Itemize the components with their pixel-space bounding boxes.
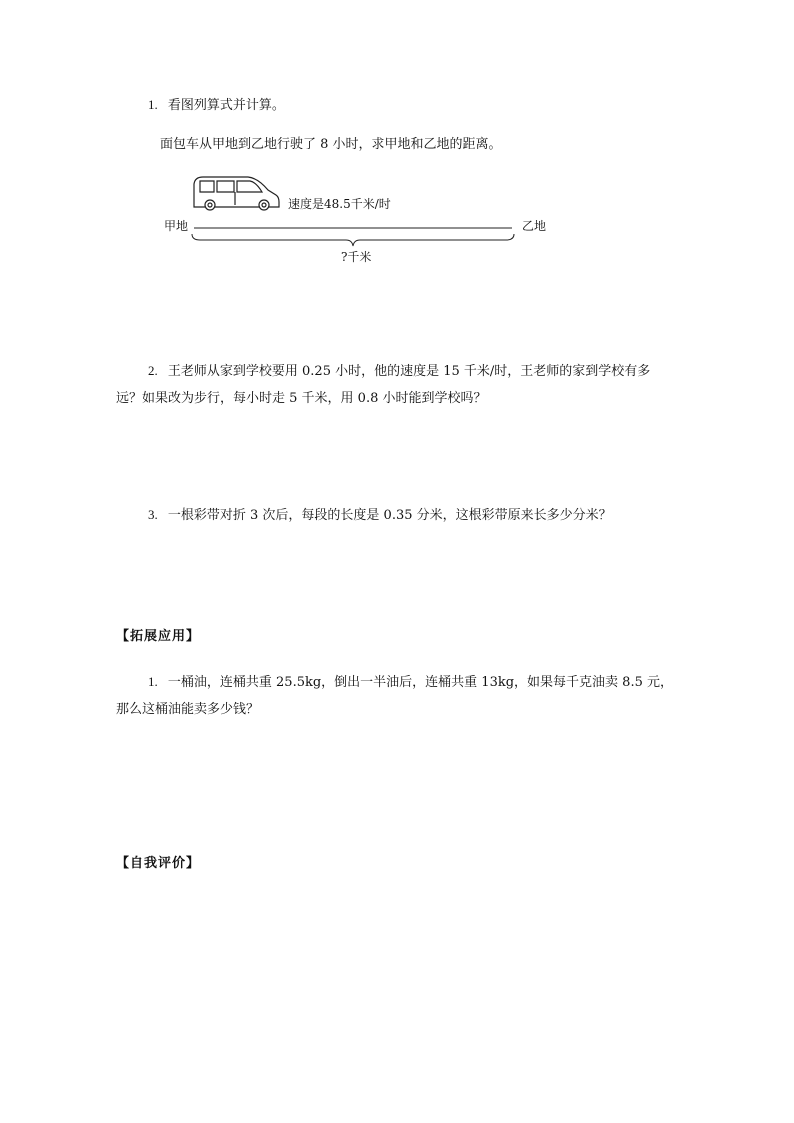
q2-line1: [148, 362, 650, 381]
q1-number: 1.: [148, 97, 158, 112]
distance-label: ?千米: [341, 250, 372, 264]
q2-number: 2.: [148, 363, 158, 378]
speed-label: 速度是48.5千米/时: [288, 197, 391, 211]
q1-instruction: 看图列算式并计算。: [167, 98, 285, 113]
van-icon: [194, 177, 279, 210]
start-label: 甲地: [164, 219, 189, 233]
ext-q1-line2: 那么这桶油能卖多少钱？: [116, 702, 260, 717]
q2-text-line1: 王老师从家到学校要用 0.25 小时，他的速度是 15 千米/时，王老师的家到学校有多: [167, 364, 651, 379]
q1-problem: 面包车从甲地到乙地行驶了 8 小时，求甲地和乙地的距离。: [160, 137, 502, 152]
q2-line2: 远？如果改为步行，每小时走 5 千米，用 0.8 小时能到学校吗？: [116, 391, 487, 406]
self-eval-heading: 【自我评价】: [116, 856, 201, 871]
q3-line: [148, 506, 612, 525]
end-label: 乙地: [522, 219, 547, 233]
q3-number: 3.: [148, 507, 158, 522]
distance-brace: [192, 234, 514, 246]
extension-heading: 【拓展应用】: [116, 629, 201, 644]
ext-q1-text-line1: 一桶油，连桶共重 25.5kg，倒出一半油后，连桶共重 13kg，如果每千克油卖 8.5 元，: [167, 675, 673, 690]
q3-text: 一根彩带对折 3 次后，每段的长度是 0.35 分米，这根彩带原来长多少分米？: [167, 508, 612, 523]
ext-q1-number: 1.: [148, 674, 158, 689]
ext-q1-line1: [148, 673, 673, 692]
